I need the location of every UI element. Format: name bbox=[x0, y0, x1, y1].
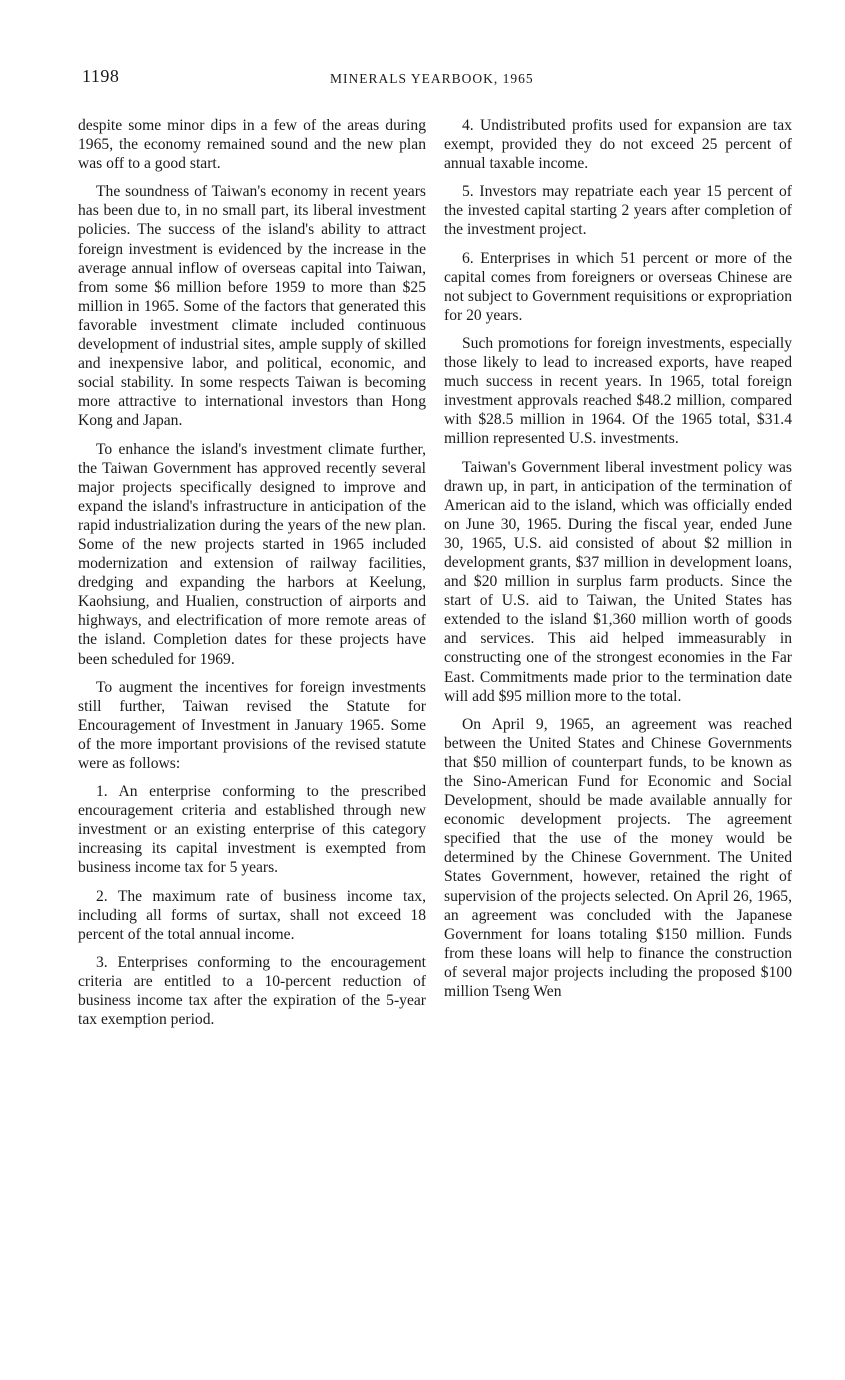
page-number: 1198 bbox=[82, 66, 120, 86]
provision-item: 1. An enterprise conforming to the prescribed encouragement criteria and established through new investment or an existing enterprise of this category increasing its capital investment is exempted from business income tax for 5 years. bbox=[78, 783, 426, 877]
paragraph: Such promotions for foreign investments, especially those likely to lead to increased exports, have reaped much success in recent years. In 1965, total foreign investment approvals reached $48.2 million, compared with $28.5 million in 1964. Of the 1965 total, $31.4 million represented U.S. investments. bbox=[444, 334, 792, 448]
paragraph: The soundness of Taiwan's economy in recent years has been due to, in no small part, its liberal investment policies. The success of the island's ability to attract foreign investment is evidenced by the increase in the average annual inflow of overseas capital into Taiwan, from some $6 million before 1959 to more than $25 million in 1965. Some of the factors that generated this favorable investment climate included continuous development of industrial sites, ample supply of skilled and inexpensive labor, and political, economic, and social stability. In some respects Taiwan is becoming more attractive to international investors than Hong Kong and Japan. bbox=[78, 183, 426, 430]
provision-item: 3. Enterprises conforming to the encouragement criteria are entitled to a 10-percent reduction of business income tax after the expiration of the 5-year tax exemption period. bbox=[78, 953, 426, 1029]
provision-item: 6. Enterprises in which 51 percent or more of the capital comes from foreigners or overseas Chinese are not subject to Government requisitions or expropriation for 20 years. bbox=[444, 249, 792, 324]
paragraph: Taiwan's Government liberal investment policy was drawn up, in part, in anticipation of the termination of American aid to the island, which was officially ended on June 30, 1965. During the fiscal year, ended June 30, 1965, U.S. aid consisted of about $2 million in development grants, $37 million in development loans, and $20 million in surplus farm products. Since the start of U.S. aid to Taiwan, the United States has extended to the island $1,360 million worth of goods and services. This aid helped immeasurably in constructing one of the strongest economies in the Far East. Commitments made prior to the termination date will add $95 million more to the total. bbox=[444, 458, 792, 705]
paragraph: To enhance the island's investment climate further, the Taiwan Government has approved recently several major projects specifically designed to improve and expand the island's infrastructure in anticipation of the rapid industrialization during the years of the new plan. Some of the new projects started in 1965 included modernization and extension of railway facilities, dredging and expanding the harbors at Keelung, Kaohsiung, and Hualien, construction of airports and highways, and electrification of more remote areas of the island. Completion dates for these projects have been scheduled for 1969. bbox=[78, 440, 426, 668]
right-column bbox=[444, 116, 792, 1010]
paragraph: On April 9, 1965, an agreement was reached between the United States and Chinese Governments that $50 million of counterpart funds, to be known as the Sino-American Fund for Economic and Social Development, should be made available annually for economic development projects. The agreement specified that the use of the money would be determined by the Chinese Government. The United States Government, however, retained the right of supervision of the projects selected. On April 26, 1965, an agreement was concluded with the Japanese Government for loans totaling $150 million. Funds from these loans will help to finance the construction of several major projects including the proposed $100 million Tseng Wen bbox=[444, 715, 792, 1001]
provision-item: 2. The maximum rate of business income tax, including all forms of surtax, shall not exceed 18 percent of the total annual income. bbox=[78, 887, 426, 943]
running-title: MINERALS YEARBOOK, 1965 bbox=[330, 71, 534, 86]
provision-item: 4. Undistributed profits used for expansion are tax exempt, provided they do not exceed 25 percent of annual taxable income. bbox=[444, 117, 792, 173]
left-column bbox=[78, 116, 426, 1038]
paragraph: To augment the incentives for foreign investments still further, Taiwan revised the Statute for Encouragement of Investment in January 1965. Some of the more important provisions of the revised statute were as follows: bbox=[78, 678, 426, 772]
paragraph: despite some minor dips in a few of the areas during 1965, the economy remained sound and the new plan was off to a good start. bbox=[78, 117, 426, 173]
provision-item: 5. Investors may repatriate each year 15 percent of the invested capital starting 2 years after completion of the investment project. bbox=[444, 183, 792, 239]
